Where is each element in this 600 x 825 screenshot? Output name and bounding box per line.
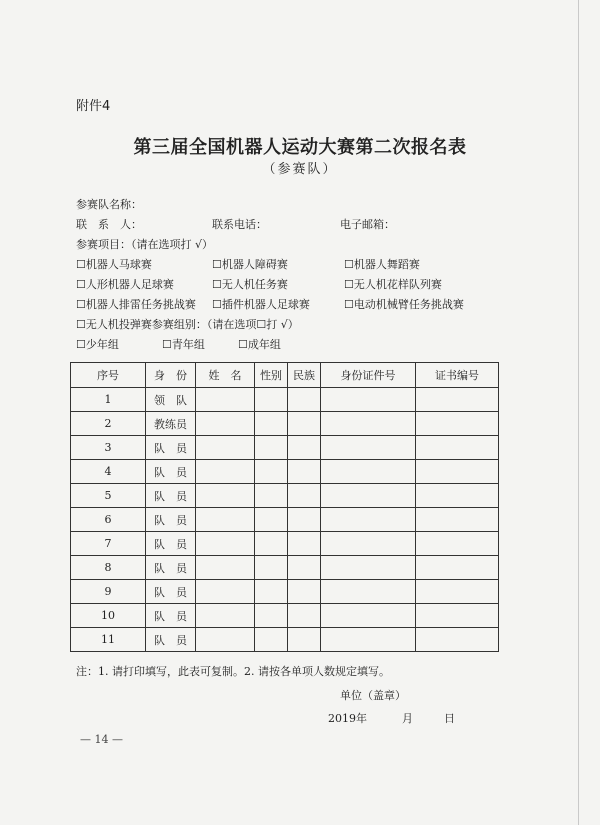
certificate-number-input-cell[interactable]	[416, 388, 499, 412]
contact-field: 联 系 人：	[76, 218, 142, 231]
id-number-input-cell[interactable]	[321, 604, 416, 628]
event-option-label: 机器人排雷任务挑战赛	[85, 298, 196, 311]
column-header: 姓 名	[196, 363, 255, 388]
ethnicity-input-cell[interactable]	[288, 436, 321, 460]
id-number-input-cell[interactable]	[321, 460, 416, 484]
certificate-number-input-cell[interactable]	[416, 484, 499, 508]
age-group-label: 少年组	[85, 338, 119, 351]
column-header: 序号	[71, 363, 146, 388]
events-label: 参赛项目：（请在选项打 √）	[76, 238, 214, 251]
gender-input-cell[interactable]	[255, 412, 288, 436]
name-input-cell[interactable]	[196, 508, 255, 532]
row-number-cell: 11	[71, 628, 146, 652]
row-number-cell: 10	[71, 604, 146, 628]
ethnicity-input-cell[interactable]	[288, 628, 321, 652]
ethnicity-input-cell[interactable]	[288, 484, 321, 508]
footnote: 注：1. 请打印填写，此表可复制。2. 请按各单项人数规定填写。	[76, 665, 390, 678]
table-row	[71, 508, 499, 532]
id-number-input-cell[interactable]	[321, 580, 416, 604]
row-number-cell: 8	[71, 556, 146, 580]
event-option-label: 机器人障碍赛	[221, 258, 288, 271]
ethnicity-input-cell[interactable]	[288, 604, 321, 628]
page-title: 第三届全国机器人运动大赛第二次报名表	[133, 137, 467, 158]
name-input-cell[interactable]	[196, 460, 255, 484]
event-option-label: 无人机花样队列赛	[353, 278, 442, 291]
row-role-cell: 队 员	[146, 532, 196, 556]
page-subtitle: （参赛队）	[262, 162, 338, 177]
registration-table	[70, 362, 499, 652]
event-option-label: 机器人马球赛	[85, 258, 152, 271]
table-row	[71, 412, 499, 436]
event-option[interactable]	[76, 276, 174, 292]
certificate-number-input-cell[interactable]	[416, 628, 499, 652]
id-number-input-cell[interactable]	[321, 556, 416, 580]
name-input-cell[interactable]	[196, 388, 255, 412]
phone-field: 联系电话：	[212, 218, 267, 231]
column-header: 身 份	[146, 363, 196, 388]
certificate-number-input-cell[interactable]	[416, 436, 499, 460]
ethnicity-input-cell[interactable]	[288, 508, 321, 532]
row-role-cell: 队 员	[146, 460, 196, 484]
drone-group-line[interactable]	[76, 316, 299, 332]
name-input-cell[interactable]	[196, 484, 255, 508]
checkbox-icon: ☐	[256, 318, 267, 331]
unit-seal-label: 单位（盖章）	[340, 689, 406, 702]
checkbox-icon: ☐	[238, 338, 248, 351]
checkbox-icon: ☐	[76, 298, 86, 311]
gender-input-cell[interactable]	[255, 580, 288, 604]
row-number-cell: 4	[71, 460, 146, 484]
checkbox-icon: ☐	[344, 258, 354, 271]
id-number-input-cell[interactable]	[321, 436, 416, 460]
certificate-number-input-cell[interactable]	[416, 508, 499, 532]
gender-input-cell[interactable]	[255, 436, 288, 460]
checkbox-icon: ☐	[162, 338, 172, 351]
table-row	[71, 436, 499, 460]
table-row	[71, 484, 499, 508]
id-number-input-cell[interactable]	[321, 388, 416, 412]
row-number-cell: 3	[71, 436, 146, 460]
table-row	[71, 580, 499, 604]
name-input-cell[interactable]	[196, 580, 255, 604]
certificate-number-input-cell[interactable]	[416, 580, 499, 604]
column-header: 性别	[255, 363, 288, 388]
certificate-number-input-cell[interactable]	[416, 556, 499, 580]
certificate-number-input-cell[interactable]	[416, 412, 499, 436]
event-option-label: 机器人舞蹈赛	[353, 258, 420, 271]
checkbox-icon: ☐	[76, 258, 86, 271]
date-day: 日	[444, 712, 455, 725]
checkbox-icon: ☐	[76, 278, 86, 291]
ethnicity-input-cell[interactable]	[288, 388, 321, 412]
gender-input-cell[interactable]	[255, 628, 288, 652]
row-role-cell: 队 员	[146, 484, 196, 508]
gender-input-cell[interactable]	[255, 460, 288, 484]
ethnicity-input-cell[interactable]	[288, 412, 321, 436]
row-number-cell: 2	[71, 412, 146, 436]
row-role-cell: 队 员	[146, 604, 196, 628]
column-header: 身份证件号	[321, 363, 416, 388]
event-option[interactable]	[344, 296, 464, 312]
column-header: 民族	[288, 363, 321, 388]
row-number-cell: 6	[71, 508, 146, 532]
row-role-cell: 教练员	[146, 412, 196, 436]
name-input-cell[interactable]	[196, 628, 255, 652]
name-input-cell[interactable]	[196, 556, 255, 580]
ethnicity-input-cell[interactable]	[288, 556, 321, 580]
gender-input-cell[interactable]	[255, 388, 288, 412]
gender-input-cell[interactable]	[255, 508, 288, 532]
event-option[interactable]	[212, 256, 288, 272]
table-row	[71, 532, 499, 556]
name-input-cell[interactable]	[196, 532, 255, 556]
age-group-label: 成年组	[247, 338, 281, 351]
table-row	[71, 604, 499, 628]
id-number-input-cell[interactable]	[321, 532, 416, 556]
date-month: 月	[402, 712, 413, 725]
gender-input-cell[interactable]	[255, 532, 288, 556]
checkbox-icon: ☐	[344, 298, 354, 311]
row-number-cell: 7	[71, 532, 146, 556]
ethnicity-input-cell[interactable]	[288, 460, 321, 484]
event-option[interactable]	[212, 296, 310, 312]
event-option-label: 人形机器人足球赛	[85, 278, 174, 291]
row-number-cell: 5	[71, 484, 146, 508]
checkbox-icon: ☐	[76, 318, 86, 331]
id-number-input-cell[interactable]	[321, 412, 416, 436]
age-group-option[interactable]	[76, 336, 119, 352]
certificate-number-input-cell[interactable]	[416, 532, 499, 556]
table-row	[71, 556, 499, 580]
event-option-label: 电动机械臂任务挑战赛	[353, 298, 464, 311]
id-number-input-cell[interactable]	[321, 484, 416, 508]
event-option[interactable]	[76, 296, 196, 312]
row-number-cell: 9	[71, 580, 146, 604]
table-row	[71, 388, 499, 412]
gender-input-cell[interactable]	[255, 604, 288, 628]
date-year: 2019年	[328, 712, 367, 725]
name-input-cell[interactable]	[196, 604, 255, 628]
id-number-input-cell[interactable]	[321, 508, 416, 532]
row-role-cell: 队 员	[146, 628, 196, 652]
row-role-cell: 领 队	[146, 388, 196, 412]
age-group-label: 青年组	[171, 338, 205, 351]
age-group-option[interactable]	[238, 336, 281, 352]
ethnicity-input-cell[interactable]	[288, 532, 321, 556]
drone-group-label: 无人机投弹赛参赛组别：（请在选项	[85, 318, 257, 331]
name-input-cell[interactable]	[196, 436, 255, 460]
ethnicity-input-cell[interactable]	[288, 580, 321, 604]
checkbox-icon: ☐	[212, 258, 222, 271]
checkbox-icon: ☐	[212, 298, 222, 311]
event-option[interactable]	[76, 256, 152, 272]
page-edge-divider	[578, 0, 579, 825]
table-row	[71, 460, 499, 484]
team-name-field: 参赛队名称：	[76, 198, 142, 211]
date-line	[328, 710, 455, 726]
row-role-cell: 队 员	[146, 580, 196, 604]
drone-group-suffix: 打 √）	[266, 318, 299, 331]
column-header: 证书编号	[416, 363, 499, 388]
checkbox-icon: ☐	[76, 338, 86, 351]
certificate-number-input-cell[interactable]	[416, 460, 499, 484]
certificate-number-input-cell[interactable]	[416, 604, 499, 628]
attachment-label: 附件4	[76, 99, 111, 114]
event-option[interactable]	[212, 276, 288, 292]
table-row	[71, 628, 499, 652]
gender-input-cell[interactable]	[255, 556, 288, 580]
event-option[interactable]	[344, 256, 420, 272]
row-role-cell: 队 员	[146, 436, 196, 460]
event-option[interactable]	[344, 276, 442, 292]
age-group-option[interactable]	[162, 336, 205, 352]
gender-input-cell[interactable]	[255, 484, 288, 508]
event-option-label: 插件机器人足球赛	[221, 298, 310, 311]
event-option-label: 无人机任务赛	[221, 278, 288, 291]
row-role-cell: 队 员	[146, 508, 196, 532]
checkbox-icon: ☐	[344, 278, 354, 291]
page-number: — 14 —	[80, 733, 123, 746]
row-number-cell: 1	[71, 388, 146, 412]
row-role-cell: 队 员	[146, 556, 196, 580]
id-number-input-cell[interactable]	[321, 628, 416, 652]
email-field: 电子邮箱：	[340, 218, 395, 231]
checkbox-icon: ☐	[212, 278, 222, 291]
name-input-cell[interactable]	[196, 412, 255, 436]
table-header-row	[71, 363, 499, 388]
